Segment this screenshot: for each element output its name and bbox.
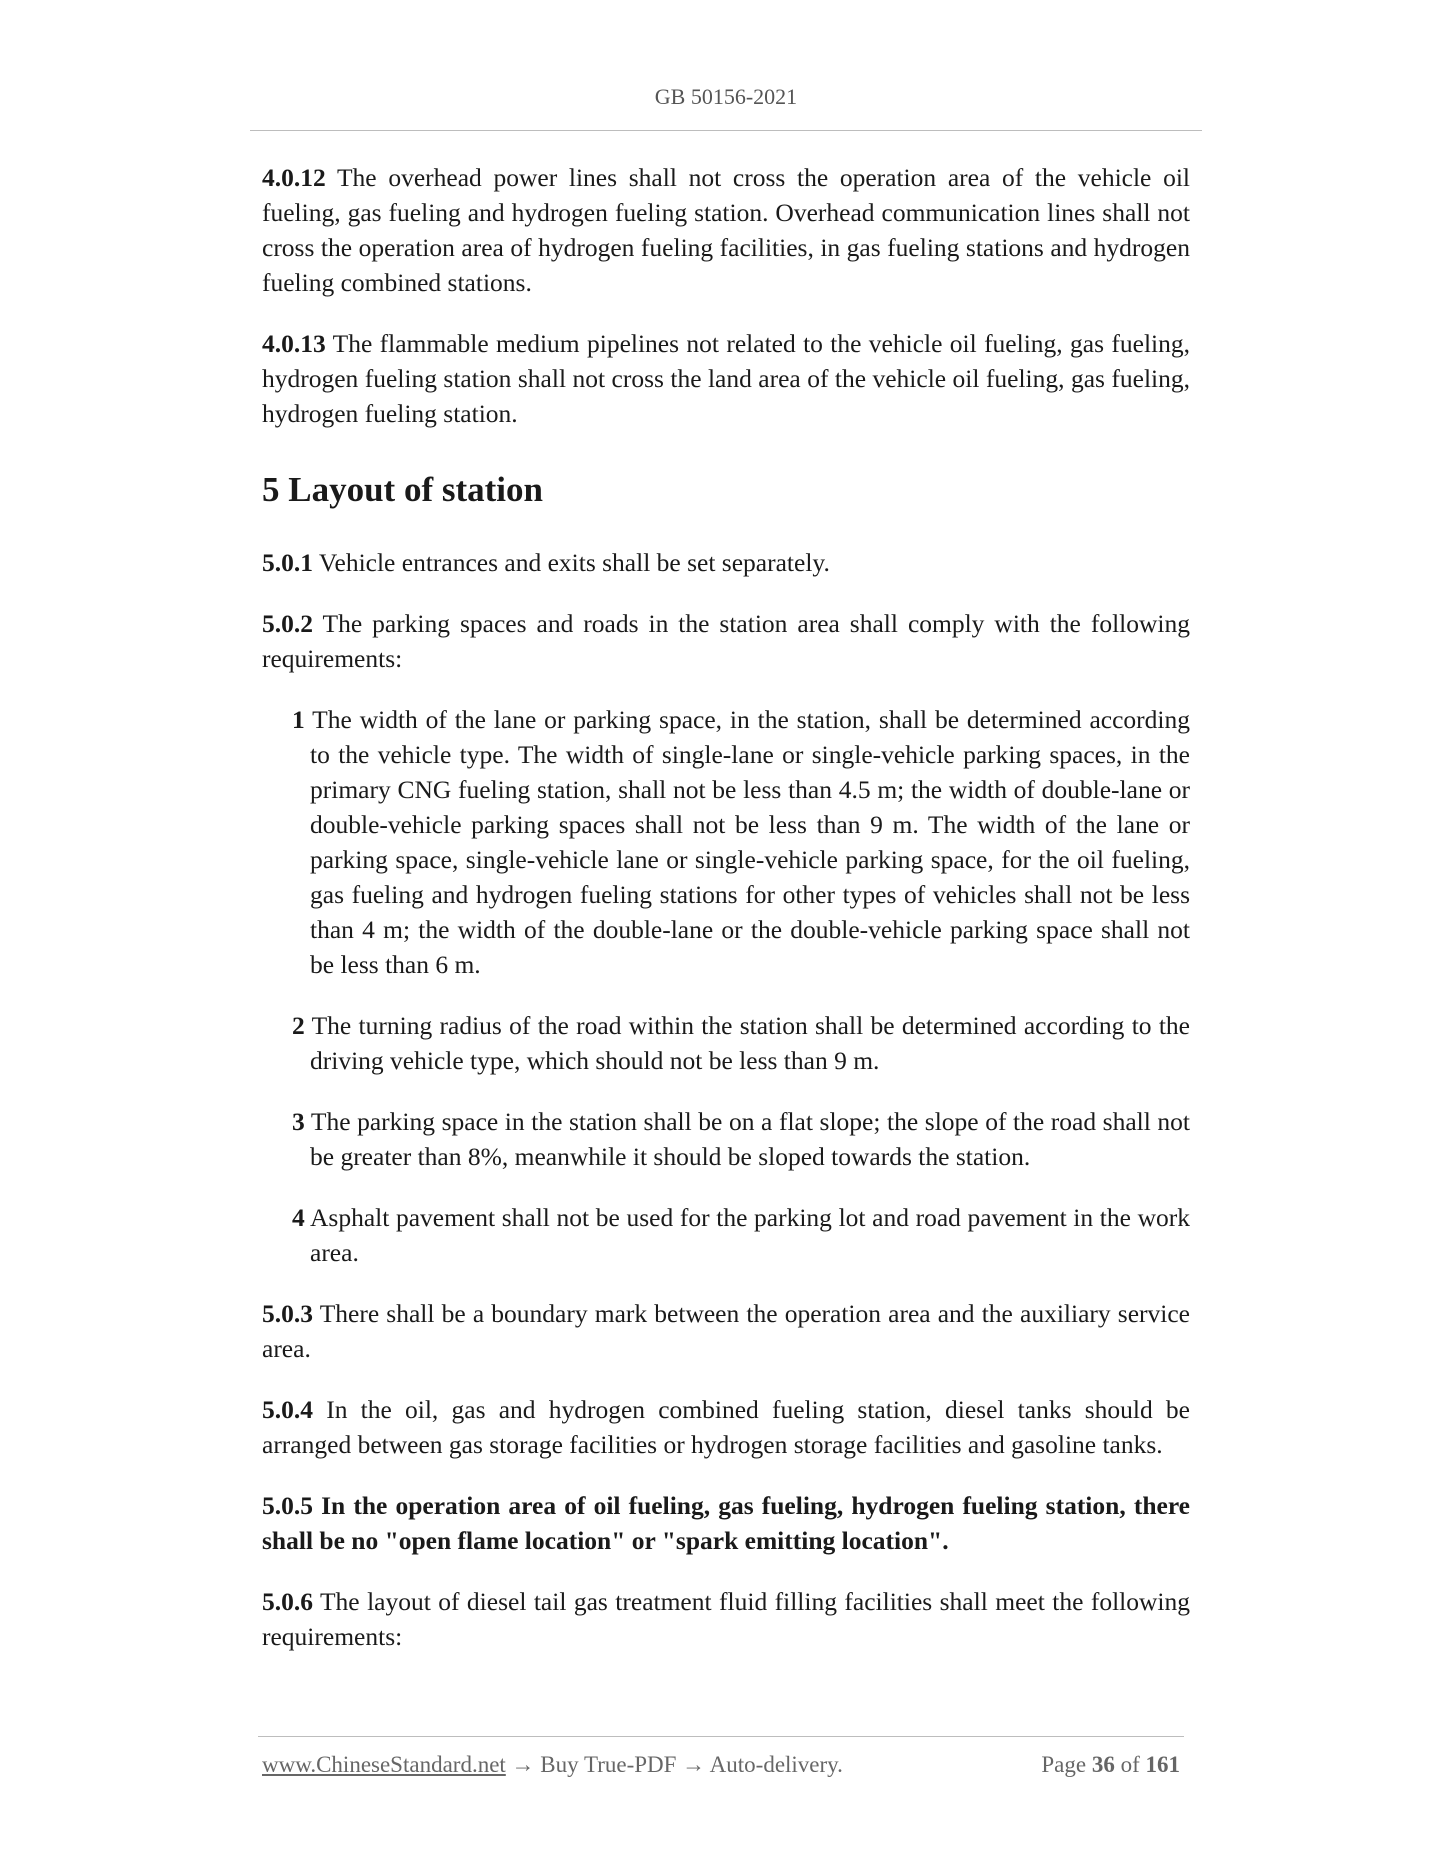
clause-4-0-12 bbox=[262, 160, 1190, 300]
clause-number: 4.0.12 bbox=[262, 163, 326, 192]
clause-number: 5.0.5 bbox=[262, 1491, 313, 1520]
clause-text: The layout of diesel tail gas treatment fluid filling facilities shall meet the following requirements: bbox=[262, 1587, 1190, 1651]
footer-promo-text: → Buy True-PDF → Auto-delivery. bbox=[505, 1752, 843, 1777]
of-label: of bbox=[1120, 1752, 1140, 1777]
clause-number: 5.0.1 bbox=[262, 548, 313, 577]
clause-5-0-1 bbox=[262, 545, 1190, 580]
list-item bbox=[292, 1200, 1190, 1270]
clause-text: In the oil, gas and hydrogen combined fueling station, diesel tanks should be arranged between gas storage facilities or hydrogen storage facilities and gasoline tanks. bbox=[262, 1395, 1190, 1459]
clause-text: The parking spaces and roads in the station area shall comply with the following requirements: bbox=[262, 609, 1190, 673]
item-number: 4 bbox=[292, 1203, 305, 1232]
page-number: 36 bbox=[1091, 1752, 1115, 1777]
header-divider bbox=[250, 130, 1202, 131]
document-body bbox=[262, 160, 1190, 1680]
item-text: The turning radius of the road within the station shall be determined according to the driving vehicle type, which should not be less than 9 m. bbox=[304, 1011, 1190, 1075]
clause-text: There shall be a boundary mark between the operation area and the auxiliary service area. bbox=[262, 1299, 1190, 1363]
item-text: The width of the lane or parking space, in the station, shall be determined according to the vehicle type. The width of single-lane or single-vehicle parking spaces, in the primary CNG fueling station, shall not be less than 4.5 m; the width of double-lane or double-vehicle parking spaces shall not be less than 9 m. The width of the lane or parking space, single-vehicle lane or single-vehicle parking space, for the oil fueling, gas fueling and hydrogen fueling stations for other types of vehicles shall not be less than 4 m; the width of the double-lane or the double-vehicle parking space shall not be less than 6 m. bbox=[304, 705, 1190, 979]
clause-5-0-6 bbox=[262, 1584, 1190, 1654]
clause-text: The flammable medium pipelines not related to the vehicle oil fueling, gas fueling, hydrogen fueling station shall not cross the land area of the vehicle oil fueling, gas fueling, hydrogen fueling station. bbox=[262, 329, 1190, 428]
clause-5-0-4 bbox=[262, 1392, 1190, 1462]
clause-number: 5.0.2 bbox=[262, 609, 313, 638]
page-label: Page bbox=[1041, 1752, 1087, 1777]
clause-text: Vehicle entrances and exits shall be set separately. bbox=[313, 548, 830, 577]
clause-number: 5.0.3 bbox=[262, 1299, 313, 1328]
section-heading: 5 Layout of station bbox=[262, 470, 543, 509]
website-link[interactable]: www.ChineseStandard.net bbox=[262, 1752, 506, 1777]
clause-5-0-5 bbox=[262, 1488, 1190, 1558]
page-total: 161 bbox=[1145, 1752, 1180, 1777]
list-item bbox=[292, 702, 1190, 982]
clause-4-0-13 bbox=[262, 326, 1190, 431]
list-item bbox=[292, 1008, 1190, 1078]
clause-number: 4.0.13 bbox=[262, 329, 326, 358]
footer-promo bbox=[262, 1752, 843, 1778]
page-header: GB 50156-2021 bbox=[654, 84, 798, 109]
page-counter bbox=[1041, 1752, 1180, 1778]
clause-number: 5.0.4 bbox=[262, 1395, 313, 1424]
clause-text: In the operation area of oil fueling, gas fueling, hydrogen fueling station, there shall be no "open flame location" or "spark emitting location". bbox=[262, 1491, 1190, 1555]
item-number: 3 bbox=[292, 1107, 305, 1136]
item-number: 2 bbox=[292, 1011, 305, 1040]
list-item bbox=[292, 1104, 1190, 1174]
clause-number: 5.0.6 bbox=[262, 1587, 313, 1616]
item-text: The parking space in the station shall be on a flat slope; the slope of the road shall not be greater than 8%, meanwhile it should be sloped towards the station. bbox=[304, 1107, 1190, 1171]
clause-5-0-3 bbox=[262, 1296, 1190, 1366]
clause-5-0-2 bbox=[262, 606, 1190, 676]
item-text: Asphalt pavement shall not be used for the parking lot and road pavement in the work area. bbox=[304, 1203, 1190, 1267]
footer-divider bbox=[258, 1736, 1184, 1737]
clause-text: The overhead power lines shall not cross the operation area of the vehicle oil fueling, gas fueling and hydrogen fueling station. Overhead communication lines shall not cross the operation area of hydrogen fueling facilities, in gas fueling stations and hydrogen fueling combined stations. bbox=[262, 163, 1190, 297]
item-number: 1 bbox=[292, 705, 305, 734]
